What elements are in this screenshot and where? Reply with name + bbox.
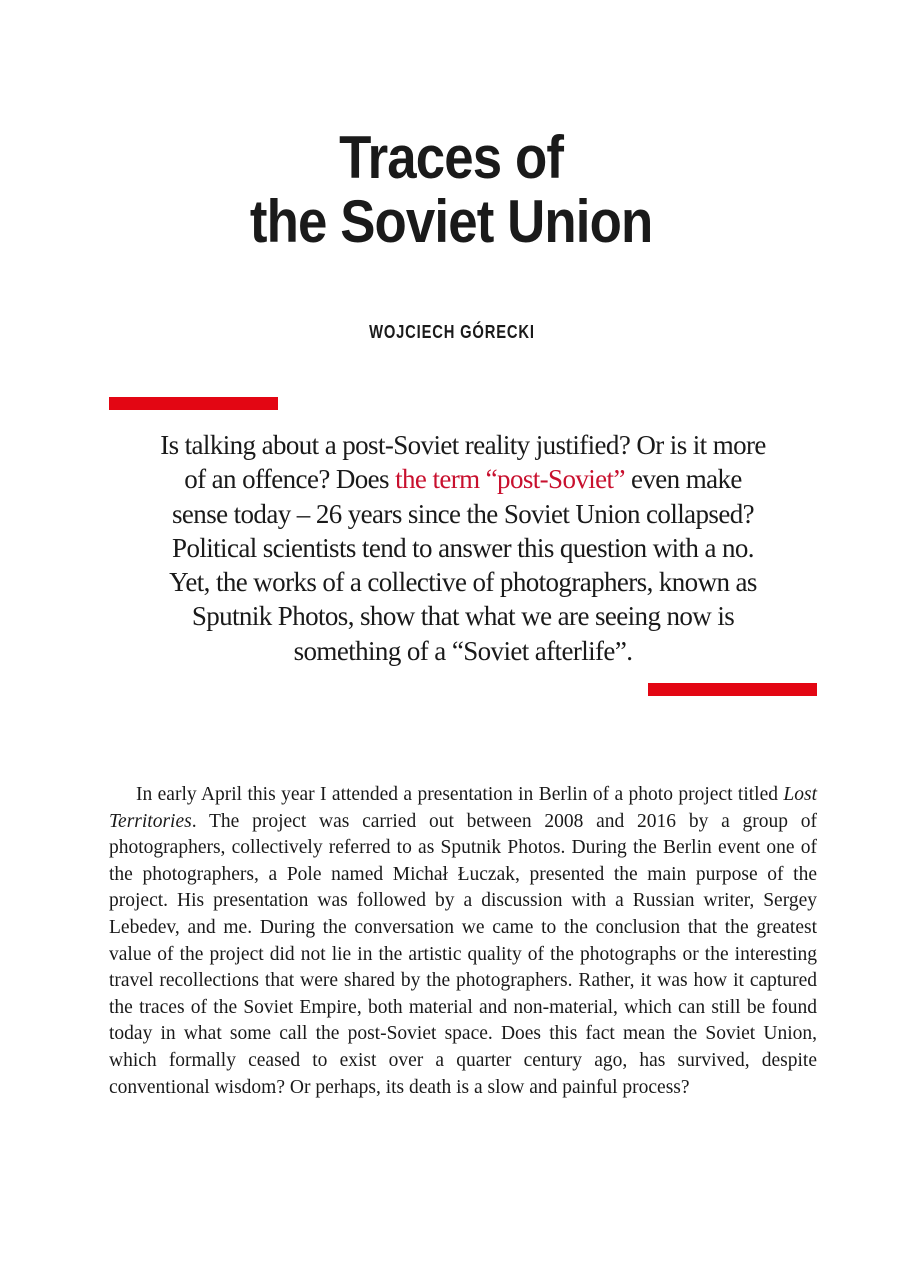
author-name: WOJCIECH GÓRECKI (369, 322, 535, 342)
lead-text-2: even make sense today – 26 years since the Soviet Union collapsed? Political scientists tend to answer this question with a no. Yet, the works of a collective of photographers, known as Sputnik Photos, show that what we are seeing now is something of a “Soviet afterlife”. (169, 464, 757, 666)
article-title (56, 126, 847, 254)
lead-text-1: Is talking about a post-Soviet reality justified? Or is it more of an offence? Does (160, 430, 766, 495)
title-line-1: Traces of (339, 124, 564, 191)
lead-highlight: the term “post-Soviet” (395, 464, 625, 495)
body-text-1: In early April this year I attended a presentation in Berlin of a photo project titled (136, 784, 784, 805)
accent-bar-top (109, 397, 278, 410)
body-text-2: . The project was carried out between 2008 and 2016 by a group of photographers, collectively referred to as Sputnik Photos. During the Berlin event one of the photographers, a Pole named Michał Łuczak, presented the main purpose of the project. His presentation was followed by a discussion with a Russian writer, Sergey Lebedev, and me. During the conversation we came to the conclusion that the greatest value of the project did not lie in the artistic quality of the photographs or the interesting travel recollections that were shared by the photographers. Rather, it was how it captured the traces of the Soviet Empire, both material and non-material, which can still be found today in what some call the post-Soviet space. Does this fact mean the Soviet Union, which formally ceased to exist over a quarter century ago, has survived, despite conventional wisdom? Or perhaps, its death is a slow and painful process? (109, 810, 817, 1098)
body-paragraph (109, 782, 817, 1101)
project-title: Lost Territories (109, 784, 817, 832)
accent-bar-bottom (648, 683, 817, 696)
lead-paragraph (160, 428, 766, 668)
title-line-2: the Soviet Union (249, 188, 653, 255)
